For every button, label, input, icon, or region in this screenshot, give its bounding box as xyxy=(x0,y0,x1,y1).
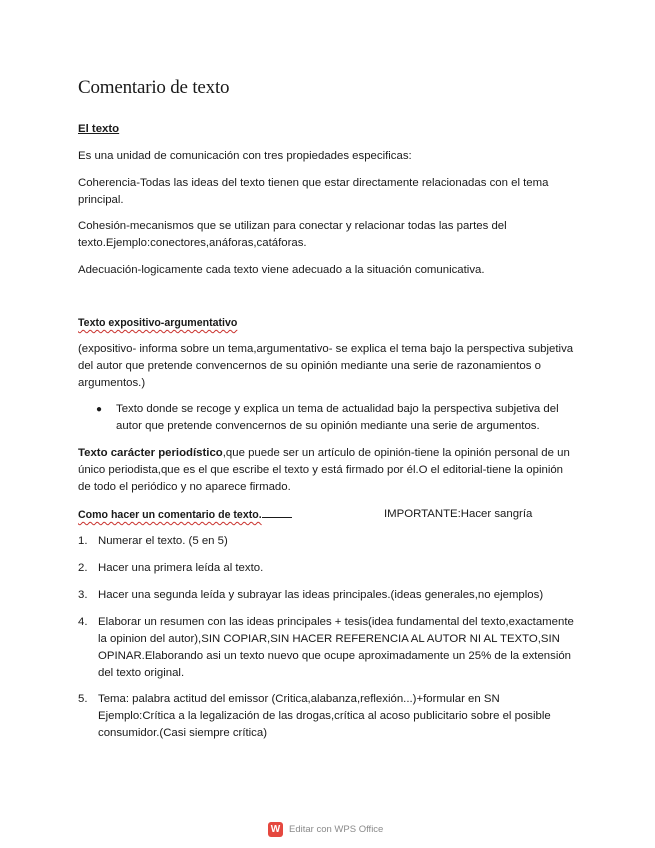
step-text: Hacer una segunda leída y subrayar las ideas principales.(ideas generales,no ejemplos) xyxy=(98,589,544,601)
list-item xyxy=(96,401,578,435)
section-heading-el-texto: El texto xyxy=(78,123,120,135)
bullet-text: Texto donde se recoge y explica un tema de actualidad bajo la perspectiva subjetiva del autor que pretende convencernos de su opinión mediante una serie de argumentos. xyxy=(116,403,559,432)
section-heading-expositivo: Texto expositivo-argumentativo xyxy=(78,317,238,329)
step-number: 1. xyxy=(78,535,88,547)
footer-text[interactable]: Editar con WPS Office xyxy=(289,824,384,835)
paragraph: Cohesión-mecanismos que se utilizan para conectar y relacionar todas las partes del texto.Ejemplo:conectores,anáforas,catáforas. xyxy=(78,220,507,249)
wps-logo-icon: W xyxy=(268,822,283,837)
list-item xyxy=(78,614,578,682)
list-item xyxy=(78,691,578,742)
paragraph-periodistico xyxy=(78,445,578,496)
step-number: 3. xyxy=(78,589,88,601)
paragraph: Es una unidad de comunicación con tres propiedades especificas: xyxy=(78,150,412,162)
step-text: Hacer una primera leída al texto. xyxy=(98,562,264,574)
paragraph: Adecuación-logicamente cada texto viene adecuado a la situación comunicativa. xyxy=(78,264,485,276)
document-title: Comentario de texto xyxy=(78,77,230,98)
bold-term: Texto carácter periodístico xyxy=(78,447,223,459)
step-text: Numerar el texto. (5 en 5) xyxy=(98,535,228,547)
list-item xyxy=(78,533,578,550)
underline-blank xyxy=(262,506,292,518)
step-number: 5. xyxy=(78,693,88,705)
step-text: Elaborar un resumen con las ideas principales + tesis(idea fundamental del texto,exactamente la opinion del autor),SIN COPIAR,SIN HACER REFERENCIA AL AUTOR NI AL TEXTO,SIN OPINAR.Elaborando asi un texto nuevo que ocupe aproximadamente un 25% de la extensión del texto original. xyxy=(98,616,574,679)
paragraph-text: ,que puede ser un artículo de opinión-tiene la opinión personal de un único periodista,que es el que escribe el texto y está firmado por él.O el editorial-tiene la opinión de todo el periódico y no aparece firmado. xyxy=(78,447,570,493)
step-text: Tema: palabra actitud del emissor (Critica,alabanza,reflexión...)+formular en SN Ejemplo:Crítica a la legalización de las drogas,crítica al acoso publicitario sobre el posible consumidor.(Casi siempre crítica) xyxy=(98,693,551,739)
wps-footer[interactable] xyxy=(268,822,383,837)
paragraph: (expositivo- informa sobre un tema,argumentativo- se explica el tema bajo la perspectiva subjetiva del autor que pretende convencernos de su opinión mediante una serie de razonamientos o argumentos.) xyxy=(78,343,574,389)
list-item xyxy=(78,560,578,577)
step-number: 4. xyxy=(78,616,88,628)
paragraph: Coherencia-Todas las ideas del texto tienen que estar directamente relacionadas con el tema principal. xyxy=(78,177,549,206)
bullet-icon: ● xyxy=(96,404,103,415)
step-number: 2. xyxy=(78,562,88,574)
section3-header-row xyxy=(78,506,578,524)
section-heading-como-hacer: Como hacer un comentario de texto. xyxy=(78,509,262,521)
important-note: IMPORTANTE:Hacer sangría xyxy=(384,508,533,520)
list-item xyxy=(78,587,578,604)
